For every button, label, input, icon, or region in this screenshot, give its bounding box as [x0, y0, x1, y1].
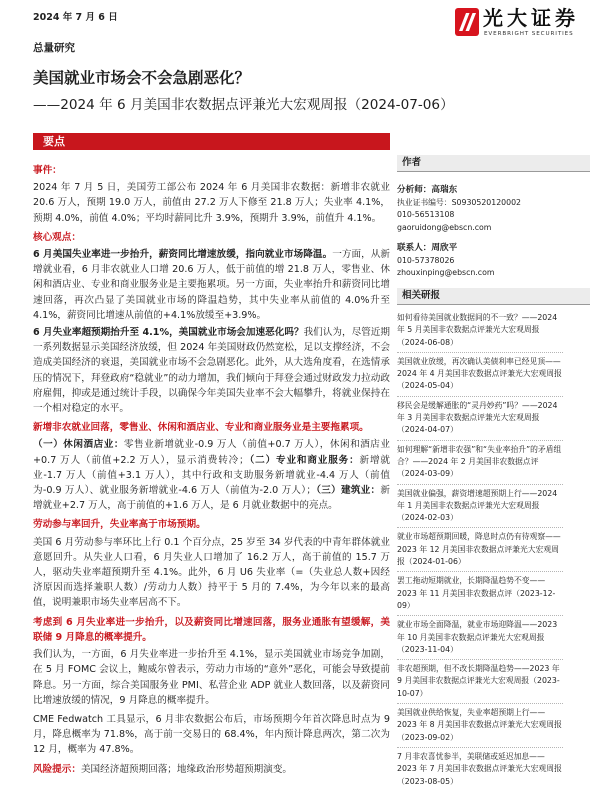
risk-warning — [33, 762, 390, 777]
core-paragraph-2 — [33, 325, 390, 416]
risk-warning-text: 美国经济超预期回落；地缘政治形势超预期演变。 — [80, 763, 293, 775]
payrolls-item-2-lead: （二）专业和商业服务： — [248, 454, 360, 466]
payrolls-item-3-body: 新增就业+2.7 万人，高于前值的+1.6 万人，是 6 月就业数据中的亮点。 — [33, 485, 390, 512]
risk-warning-label: 风险提示： — [33, 763, 81, 775]
payrolls-paragraph — [33, 437, 390, 513]
related-report-item[interactable]: 如何理解“新增非农强”和“失业率抬升”的矛盾组合？——2024 年 2 月美国非农数据点评（2024-03-09） — [397, 444, 563, 485]
fed-heading: 考虑到 6 月失业率进一步抬升，以及薪资同比增速回落，服务业通胀有望缓解，美联储 9 月降息的概率提升。 — [33, 616, 390, 643]
contact-block — [397, 242, 590, 280]
payrolls-item-2-body: 新增就业-1.7 万人（前值+3.1 万人），其中行政和支助服务新增就业-4.4 万人（前值为-0.9 万人）、就业服务新增就业-4.6 万人（前值为-2.0 万人）； — [33, 454, 390, 497]
payrolls-item-3-lead: （三）建筑业： — [315, 485, 381, 497]
related-report-item[interactable]: 就业市场全面降温，就业市场迎降温——2023 年 10 月美国非农数据点评兼光大宏观周报（2023-11-04） — [397, 619, 563, 660]
payrolls-heading: 新增非农就业回落，零售业、休闲和酒店业、专业和商业服务业是主要拖累项。 — [33, 422, 369, 434]
analyst-phone: 010-56513108 — [397, 210, 455, 219]
related-report-item[interactable]: 罢工拖动短期就业，长期降温趋势不变——2023 年 11 月美国非农数据点评（2023-12-09） — [397, 575, 563, 616]
analyst-license: 执业证书编号：S0930520120002 — [397, 197, 522, 207]
logo-wordmark: 光大证券 — [483, 6, 579, 30]
contact-name: 联系人：周欣平 — [397, 243, 458, 253]
analyst-block — [397, 184, 590, 234]
event-label: 事件： — [33, 165, 62, 176]
analyst-email: gaoruidong@ebscn.com — [397, 222, 492, 232]
related-reports-heading: 相关研报 — [397, 288, 590, 305]
related-report-item[interactable]: 美国就业偏强，薪资增速超预期上行——2024 年 1 月美国非农数据点评兼光大宏观周报（2024-02-03） — [397, 488, 563, 529]
core-paragraph-1 — [33, 247, 390, 323]
report-title: 美国就业市场会不会急剧恶化？ — [33, 69, 251, 87]
payrolls-item-1-body: 零售业新增就业-0.9 万人（前值+0.7 万人），休闲和酒店业+0.7 万人（前值+2.2 万人），显示消费转冷； — [33, 439, 390, 466]
summary-column — [33, 163, 390, 795]
fed-paragraph-2: CME Fedwatch 工具显示，6 月非农数据公布后，市场预期今年首次降息时点为 9 月，降息概率为 71.8%，高于前一交易日的 68.4%，年内预计降息两次，第二次为 12 月，概率为 47.8%。 — [33, 713, 390, 756]
related-report-item[interactable]: 就业市场超预期回暖，降息时点仍有待观察——2023 年 12 月美国非农数据点评兼光大宏观周报（2024-01-06） — [397, 531, 563, 572]
related-report-item[interactable]: 7 月非农喜忧参半，美联储或延迟加息——2023 年 7 月美国非农数据点评兼光大宏观周报（2023-08-05） — [397, 751, 562, 786]
contact-phone: 010-57378026 — [397, 255, 455, 265]
fed-paragraph-1: 我们认为，一方面，6 月失业率进一步抬升至 4.1%，显示美国就业市场竞争加剧，在 5 月 FOMC 会议上，鲍威尔曾表示，劳动力市场的“意外”恶化，可能会导致提前降息。另一方面，综合美国服务业 PMI、私营企业 ADP 就业人数回落，以及薪资同比增速放缓的情况，9 月降息的概率提升。 — [33, 649, 390, 706]
everbright-logo-icon — [455, 8, 479, 36]
participation-heading: 劳动参与率回升，失业率高于市场预期。 — [33, 519, 206, 531]
core-paragraph-1-body: 一方面，从新增就业看，6 月非农就业人口增 20.6 万人，低于前值的增 21.8 万人，零售业、休闲和酒店业、专业和商业服务业是主要拖累项。另一方面，失业率抬升和薪资同比增速回落，再次凸显了美国就业市场的降温趋势，其中失业率从前值的 4.0%升至 4.1%，薪资同比增速从前值的+4.1%放缓至+3.9%。 — [33, 249, 390, 321]
related-reports-list — [397, 312, 590, 791]
related-report-item[interactable]: 美国就业供给恢复，失业率超预期上行——2023 年 8 月美国非农数据点评兼光大宏观周报（2023-09-02） — [397, 707, 563, 748]
key-points-bar — [33, 133, 390, 150]
key-points-label: 要点 — [43, 135, 65, 148]
related-report-item[interactable]: 美国就业放缓，再次确认美债利率已经见顶——2024 年 4 月美国非农数据点评兼光大宏观周报（2024-05-04） — [397, 356, 563, 397]
analyst-name: 分析师：高瑞东 — [397, 185, 458, 195]
core-view-label: 核心观点： — [33, 231, 81, 243]
participation-paragraph: 美国 6 月劳动参与率环比上行 0.1 个百分点，25 岁至 34 岁代表的中青年群体就业意愿回升。从失业人口看，6 月失业人口增加了 16.2 万人，高于前值的 15.7 万人，驱动失业率超预期升至 4.1%。此外，6 月 U6 失业率（=（失业总人数+因经济原因而选择兼职人数）/劳动力人数）持平于 5 月的 7.4%，为今年以来的最高值，说明兼职市场失业率居高不下。 — [33, 536, 390, 609]
report-category: 总量研究 — [33, 42, 75, 54]
report-subtitle: ——2024 年 6 月美国非农数据点评兼光大宏观周报（2024-07-06） — [33, 97, 454, 113]
payrolls-item-1-lead: （一）休闲酒店业： — [33, 439, 124, 451]
related-report-item[interactable]: 移民会是缓解通胀的“灵丹妙药”吗？——2024 年 3 月美国非农数据点评兼光大宏观周报（2024-04-07） — [397, 400, 563, 441]
contact-email: zhouxinping@ebscn.com — [397, 268, 495, 277]
core-paragraph-1-lead: 6 月美国失业率进一步抬升，薪资同比增速放缓，指向就业市场降温。 — [33, 249, 333, 261]
brand-logo — [455, 5, 595, 41]
report-date: 2024 年 7 月 6 日 — [33, 12, 118, 23]
related-report-item[interactable]: 如何看待美国就业数据间的不一致？——2024 年 5 月美国非农数据点评兼光大宏观周报（2024-06-08） — [397, 312, 563, 353]
sidebar — [397, 155, 590, 795]
core-paragraph-2-body: 我们认为，尽管近期一系列数据显示美国经济放缓，但 2024 年美国财政仍然宽松，足以支撑经济，不会造成美国经济的衰退，美国就业市场不会急剧恶化。此外，从大选角度看，在选情承压的情况下，拜登政府“稳就业”的动力增加，我们倾向于拜登会通过财政发力拉动政府雇佣，抑或是通过统计手段，以确保今年美国失业率不会大幅攀升，将就业保持在一个相对稳定的水平。 — [33, 327, 390, 415]
related-report-item[interactable]: 非农超预期，但不改长期降温趋势——2023 年 9 月美国非农数据点评兼光大宏观周报（2023-10-07） — [397, 663, 563, 704]
event-paragraph: 2024 年 7 月 5 日，美国劳工部公布 2024 年 6 月美国非农数据：新增非农就业 20.6 万人，预期 19.0 万人，前值由 27.2 万人下修至 21.8 万人；失业率 4.1%，预期 4.0%，前值 4.0%；平均时薪同比升 3.9%，预期升 3.9%，前值升 4.1%。 — [33, 182, 390, 224]
logo-english-name: EVERBRIGHT SECURITIES — [484, 31, 574, 37]
author-heading: 作者 — [397, 155, 590, 172]
core-paragraph-2-lead: 6 月失业率超预期抬升至 4.1%，美国就业市场会加速恶化吗？ — [33, 327, 304, 339]
